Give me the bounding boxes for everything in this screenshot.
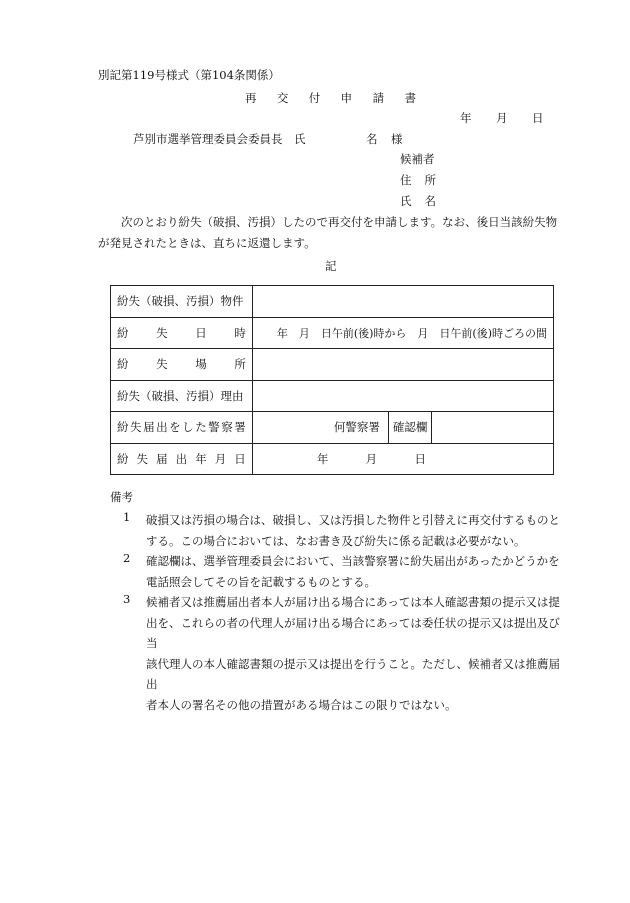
table-row — [111, 317, 554, 349]
row-label-loss-datetime — [111, 317, 253, 349]
row-label-police-station — [111, 412, 253, 444]
note-line: 電話照会してその旨を記載するものとする。 — [146, 574, 376, 589]
label-char: 年 — [195, 451, 207, 466]
report-date-month: 月 — [365, 451, 378, 466]
report-date-day: 日 — [414, 451, 426, 466]
table-row — [111, 443, 554, 475]
police-station-suffix: 何警察署 — [333, 420, 380, 435]
date-year-label: 年 — [460, 111, 472, 125]
title-char: 交 — [276, 91, 289, 105]
label-char: 場 — [195, 357, 207, 372]
label-char: 失 — [130, 420, 142, 435]
addressee-name-label: 名 — [366, 132, 378, 146]
item-field[interactable] — [252, 286, 553, 318]
label-char: 日 — [234, 451, 246, 466]
police-station-field[interactable] — [253, 412, 388, 443]
applicant-role: 候補者 — [400, 152, 435, 166]
note-line: 出を、これらの者の代理人が届け出る場合にあっては委任状の提示又は提出及び当 — [146, 615, 560, 650]
note-line: 候補者又は推薦届出者本人が届け出る場合にあっては本人確認書類の提示又は提 — [146, 595, 560, 609]
title-char: 請 — [372, 91, 385, 105]
loss-place-field[interactable] — [252, 349, 553, 381]
label-char: 氏 — [400, 194, 412, 208]
label-char: 住 — [400, 173, 412, 187]
loss-datetime-template: 年 月 日午前(後)時から 月 日午前(後)時ごろの間 — [276, 326, 547, 340]
label-char: 時 — [234, 325, 246, 340]
table-row — [111, 286, 554, 318]
confirm-field[interactable] — [432, 412, 553, 443]
body-line: 次のとおり紛失（破損、汚損）したので再交付を申請します。なお、後日当該紛失物 — [121, 215, 558, 229]
label-char: 日 — [195, 325, 207, 340]
label-char: 紛 — [117, 357, 129, 372]
report-date-year: 年 — [316, 451, 329, 466]
table-row — [111, 349, 554, 381]
document-title — [245, 90, 416, 106]
label-char: 所 — [424, 173, 436, 187]
note-number: 2 — [123, 551, 131, 565]
row-label-item: 紛失（破損、汚損）物件 — [111, 286, 253, 318]
note-number: 1 — [123, 510, 131, 524]
row-label-report-date — [111, 443, 253, 475]
label-char: 届 — [143, 420, 155, 435]
label-char: 警 — [208, 420, 220, 435]
title-char: 再 — [245, 91, 257, 105]
title-char: 付 — [308, 91, 321, 105]
body-line: が発見されたときは、直ちに返還します。 — [98, 236, 316, 250]
applicant-address-label — [400, 172, 436, 188]
label-char: 出 — [175, 451, 188, 466]
label-char: 紛 — [117, 451, 129, 466]
label-char: 失 — [156, 357, 168, 372]
label-char: 届 — [156, 451, 168, 466]
label-char: 月 — [214, 451, 227, 466]
date-month-label: 月 — [496, 111, 508, 125]
note-text — [146, 592, 571, 715]
applicant-name-label — [400, 193, 436, 209]
table-row — [111, 412, 554, 444]
title-char: 申 — [340, 91, 353, 105]
note-text — [146, 551, 571, 592]
label-char: た — [195, 420, 207, 435]
label-char: 出 — [156, 420, 168, 435]
label-char: 署 — [234, 420, 246, 435]
notes-heading: 備考 — [110, 490, 133, 504]
title-char: 書 — [404, 91, 416, 105]
note-line: 該代理人の本人確認書類の提示又は提出を行うこと。ただし、候補者又は推薦届出 — [146, 656, 560, 691]
note-line: する。この場合においては、なお書き及び紛失に係る記載は必要がない。 — [146, 533, 526, 548]
label-char: を — [169, 420, 181, 435]
confirm-label: 確認欄 — [388, 412, 433, 443]
label-char: 紛 — [117, 325, 129, 340]
row-label-loss-place — [111, 349, 253, 381]
label-char: 名 — [424, 194, 436, 208]
note-line: 者本人の署名その他の措置がある場合はこの限りではない。 — [146, 697, 457, 712]
application-table — [110, 285, 554, 475]
note-text — [146, 510, 571, 551]
note-line: 確認欄は、選挙管理委員会において、当該警察署に紛失届出があったかどうかを — [146, 554, 560, 568]
reason-field[interactable] — [252, 380, 553, 412]
table-row — [111, 380, 554, 412]
police-cell — [252, 412, 553, 444]
label-char: 所 — [234, 357, 246, 372]
label-char: 紛 — [117, 420, 129, 435]
form-id: 別記第119号様式（第104条関係） — [98, 68, 280, 82]
label-char: し — [182, 420, 194, 435]
note-number: 3 — [123, 592, 131, 606]
addressee-org: 芦別市選挙管理委員会委員長 氏 — [133, 132, 306, 146]
report-date-field[interactable] — [252, 443, 553, 475]
ki-heading: 記 — [325, 259, 337, 273]
row-label-reason: 紛失（破損、汚損）理由 — [111, 380, 253, 412]
date-day-label: 日 — [532, 111, 544, 125]
label-char: 失 — [156, 325, 168, 340]
label-char: 失 — [136, 451, 149, 466]
loss-datetime-field[interactable] — [252, 317, 553, 349]
addressee-honorific: 様 — [391, 132, 403, 146]
note-line: 破損又は汚損の場合は、破損し、又は汚損した物件と引替えに再交付するものと — [146, 513, 560, 527]
label-char: 察 — [221, 420, 233, 435]
